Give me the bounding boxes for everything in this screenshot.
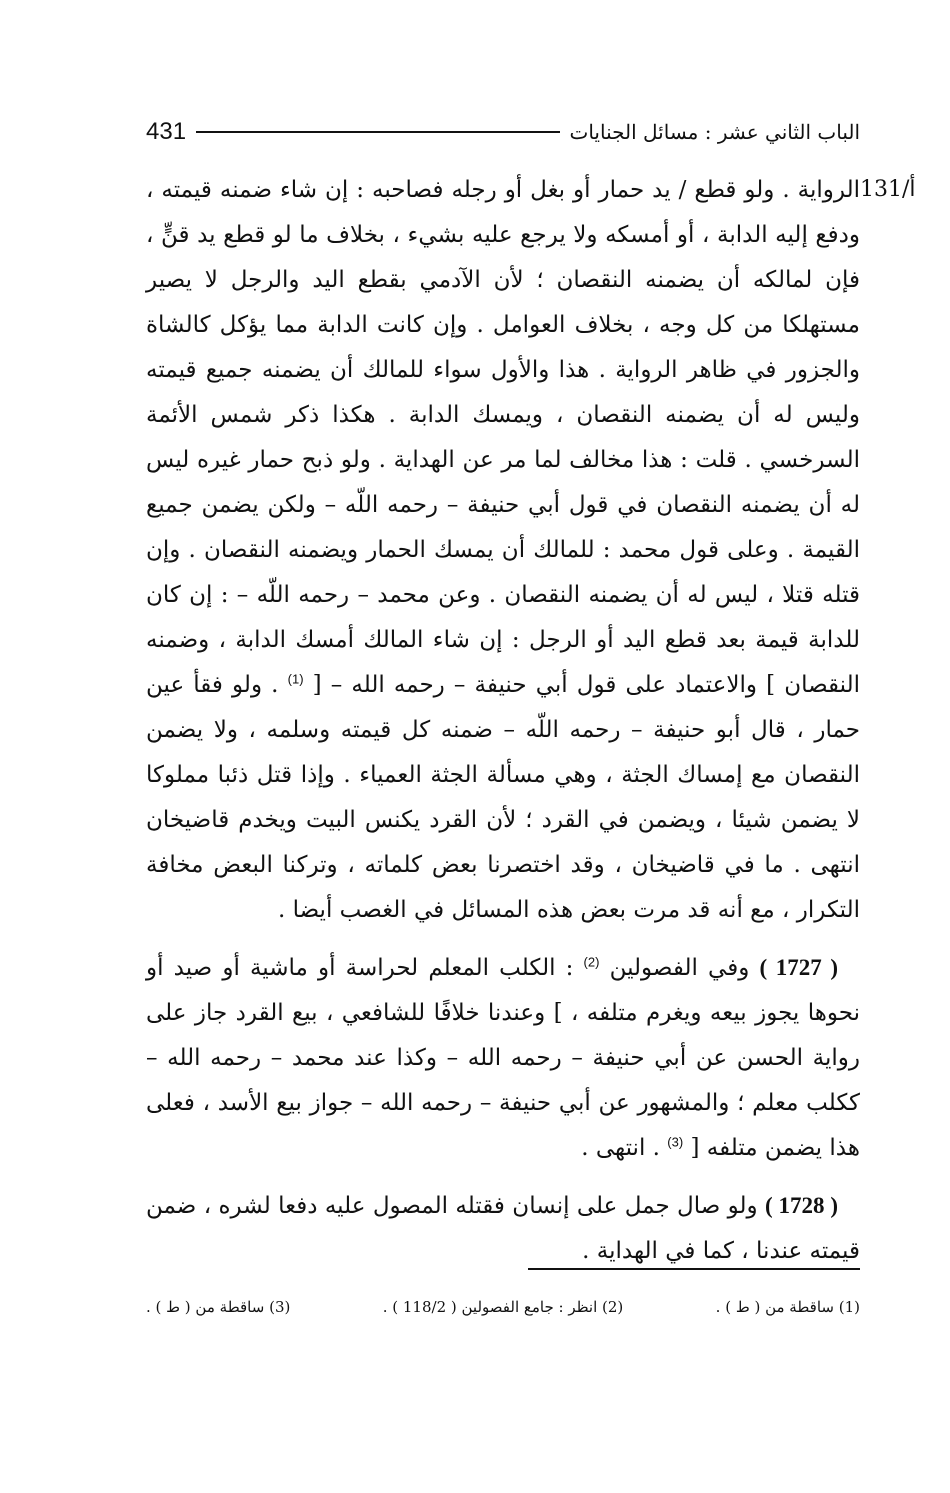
paragraph-text: : الكلب المعلم لحراسة أو ماشية أو صيد أو نحوها يجوز بيعه ويغرم متلفه ، ] وعندنا خلافًا للشافعي ، بيع القرد جاز على رواية الحسن عن أبي حنيفة – رحمه الله – وكذا عند محمد – رحمه الله – ككلب معلم ؛ والمشهور عن أبي حنيفة – رحمه الله – جواز بيع الأسد ، فعلى هذا يضمن متلفه [ xyxy=(146,955,860,1161)
footnote-rule xyxy=(528,1268,860,1270)
paragraph-text: وفي الفصولين xyxy=(609,955,760,981)
main-text xyxy=(146,168,860,1286)
running-header xyxy=(146,112,860,152)
footnote-ref-3[interactable]: (3) xyxy=(667,1134,684,1150)
paragraph-text: . انتهى . xyxy=(581,1135,668,1161)
footnote-ref-1[interactable]: (1) xyxy=(287,671,304,687)
issue-number: ( 1728 ) xyxy=(765,1193,838,1218)
paragraph-text: . ولو فقأ عين حمار ، قال أبو حنيفة – رحمه اللّه – ضمنه كل قيمته وسلمه ، ولا يضمن النقصان مع إمساك الجثة ، وهي مسألة الجثة العمياء . وإذا قتل ذئبا مملوكا لا يضمن شيئا ، ويضمن في القرد ؛ لأن القرد يكنس البيت ويخدم قاضيخان انتهى . ما في قاضيخان ، وقد اختصرنا بعض كلماته ، وتركنا البعض مخافة التكرار ، مع أنه قد مرت بعض هذه المسائل في الغصب أيضا . xyxy=(146,672,860,923)
chapter-title: الباب الثاني عشر : مسائل الجنايات xyxy=(569,120,860,144)
manuscript-folio-marker: 131/أ xyxy=(860,177,916,202)
footnote-3: (3) ساقطة من ( ط ) . xyxy=(146,1298,291,1316)
header-rule xyxy=(196,131,559,133)
page-number: 431 xyxy=(146,118,187,145)
paragraph-text: الرواية . ولو قطع / يد حمار أو بغل أو رجله فصاحبه : إن شاء ضمنه قيمته ، ودفع إليه الدابة ، أو أمسكه ولا يرجع عليه بشيء ، بخلاف ما لو قطع يد قنٍّ ، فإن لمالكه أن يضمنه النقصان ؛ لأن الآدمي بقطع اليد والرجل لا يصير مستهلكا من كل وجه ، بخلاف العوامل . وإن كانت الدابة مما يؤكل كالشاة والجزور في ظاهر الرواية . هذا والأول سواء للمالك أن يضمنه جميع قيمته وليس له أن يضمنه النقصان ، ويمسك الدابة . هكذا ذكر شمس الأئمة السرخسي . قلت : هذا مخالف لما مر عن الهداية . ولو ذبح حمار غيره ليس له أن يضمنه النقصان في قول أبي حنيفة – رحمه اللّه – ولكن يضمن جميع القيمة . وعلى قول محمد : للمالك أن يمسك الحمار ويضمنه النقصان . وإن قتله قتلا ، ليس له أن يضمنه النقصان . وعن محمد – رحمه اللّه – : إن كان للدابة قيمة بعد قطع اليد أو الرجل : إن شاء المالك أمسك الدابة ، وضمنه النقصان ] xyxy=(146,177,861,698)
footnote-1: (1) ساقطة من ( ط ) . xyxy=(715,1298,860,1316)
footnote-2: (2) انظر : جامع الفصولين ( 118/2 ) . xyxy=(382,1298,624,1316)
paragraph-1 xyxy=(146,168,860,933)
paragraph-1727 xyxy=(146,945,860,1171)
footnotes xyxy=(146,1292,860,1326)
paragraph-1728 xyxy=(146,1183,860,1274)
paragraph-text: والاعتماد على قول أبي حنيفة – رحمه الله – [ xyxy=(312,672,767,698)
footnote-ref-2[interactable]: (2) xyxy=(583,954,600,970)
issue-number: ( 1727 ) xyxy=(759,955,838,980)
paragraph-text: ولو صال جمل على إنسان فقتله المصول عليه دفعا لشره ، ضمن قيمته عندنا ، كما في الهداية . xyxy=(146,1193,860,1264)
